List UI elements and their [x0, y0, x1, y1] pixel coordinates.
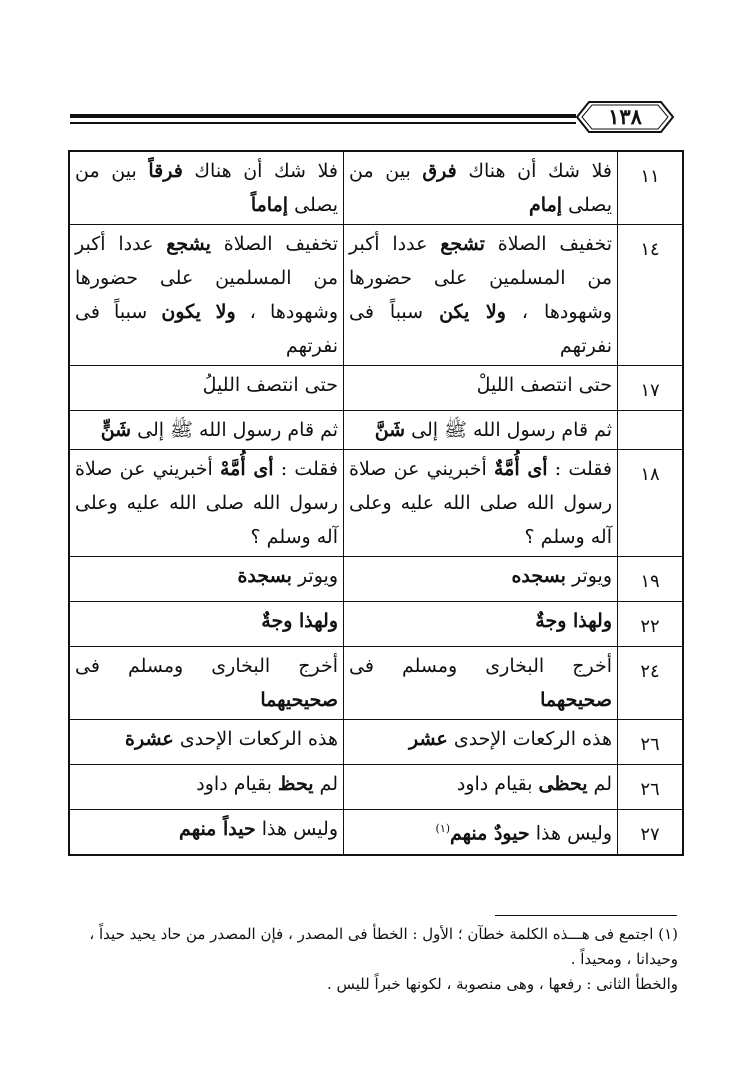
page-number-frame: [575, 100, 675, 134]
original-text-cell: [344, 557, 618, 602]
bold-word: شَنٍّ: [100, 419, 132, 441]
footnote-line-1: (١) اجتمع فى هـــذه الكلمة خطآن ؛ الأول : الخطأ فى المصدر ، فإن المصدر من حاد يحيد حيداً ، وحيدانا ، ومحيداً .: [89, 925, 678, 968]
text-run: تخفيف الصلاة: [484, 233, 612, 255]
text-run: هذه الركعات الإحدى: [447, 728, 612, 750]
line-number-cell: ٢٧: [618, 810, 684, 856]
original-text-cell: [344, 602, 618, 647]
bold-word: فرقاً: [148, 160, 183, 182]
text-run: فلا شك أن هناك: [182, 160, 338, 182]
bold-word: إمام: [529, 194, 563, 216]
original-text-cell: [344, 450, 618, 557]
line-number-cell: ١٩: [618, 557, 684, 602]
text-run: عددا أكبر من المسلمين على حضورها وشهودها ،: [349, 233, 612, 323]
text-run: أخبريني عن صلاة رسول الله صلى الله عليه وعلى آله وسلم ؟: [75, 458, 338, 548]
footnote-line-2: والخطأ الثانى : رفعها ، وهى منصوبة ، لكونها خبراً لليس .: [326, 975, 678, 993]
table-row: [69, 602, 683, 647]
text-run: بقيام داود: [456, 773, 539, 795]
text-run: بقيام داود: [196, 773, 278, 795]
text-run: أخرج البخارى ومسلم فى: [349, 655, 612, 677]
corrected-text-cell: [69, 602, 344, 647]
bold-word: صحيحهما: [540, 689, 612, 711]
text-run: بين من يصلى: [349, 160, 612, 216]
table-row: [69, 151, 683, 225]
bold-word: يشجع: [166, 233, 211, 255]
text-run: لم: [587, 773, 612, 795]
bold-word: يحظى: [538, 773, 588, 795]
bold-word: ولهذا وجةٌ: [535, 610, 612, 632]
footnote-rule: [495, 915, 677, 916]
bold-word: فرق: [422, 160, 457, 182]
table-row: [69, 411, 683, 450]
corrected-text-cell: [69, 450, 344, 557]
bold-word: حيودٌ منهم: [450, 822, 530, 845]
corrected-text-cell: [69, 720, 344, 765]
bold-word: عشرة: [125, 728, 174, 750]
table-row: [69, 765, 683, 810]
corrected-text-cell: [69, 151, 344, 225]
text-run: بين من يصلى: [75, 160, 338, 216]
text-run: لم: [313, 773, 338, 795]
line-number-cell: ١٨: [618, 450, 684, 557]
table-row: [69, 720, 683, 765]
bold-word: شَنَّ: [374, 419, 406, 441]
header-rule-thin: [70, 122, 576, 124]
text-run: وليس هذا: [255, 818, 338, 840]
table-row: [69, 225, 683, 366]
text-run: أخرج البخارى ومسلم فى: [75, 655, 338, 677]
corrections-table: [68, 150, 684, 856]
text-run: فقلت :: [547, 458, 612, 480]
bold-word: إماماً: [250, 194, 289, 216]
table-row: [69, 450, 683, 557]
text-run: فقلت :: [273, 458, 338, 480]
text-run: ثم قام رسول الله ﷺ إلى: [131, 419, 338, 441]
text-run: ويوتر: [565, 565, 612, 587]
text-run: سبباً فى نفرتهم: [75, 301, 338, 357]
bold-word: ولهذا وجةٌ: [261, 610, 338, 632]
corrected-text-cell: [69, 557, 344, 602]
table-row: [69, 810, 683, 856]
text-run: أخبريني عن صلاة رسول الله صلى الله عليه وعلى آله وسلم ؟: [349, 458, 612, 548]
table-row: [69, 647, 683, 720]
corrected-text-cell: [69, 411, 344, 450]
header-rule-thick: [70, 114, 576, 118]
line-number-cell: [618, 411, 684, 450]
line-number-cell: ٢٢: [618, 602, 684, 647]
text-run: فلا شك أن هناك: [456, 160, 612, 182]
original-text-cell: [344, 225, 618, 366]
text-run: ويوتر: [291, 565, 338, 587]
original-text-cell: [344, 810, 618, 856]
line-number-cell: ٢٦: [618, 765, 684, 810]
text-run: وليس هذا: [529, 822, 612, 845]
bold-word: تشجع: [440, 233, 485, 255]
corrected-text-cell: [69, 225, 344, 366]
page-number: ١٣٨: [608, 104, 642, 129]
bold-word: يحظ: [277, 773, 314, 795]
original-text-cell: [344, 765, 618, 810]
line-number-cell: ١٤: [618, 225, 684, 366]
line-number-cell: ١٧: [618, 366, 684, 411]
bold-word: ولا يكون: [161, 301, 236, 323]
bold-word: بسجدة: [237, 565, 292, 587]
corrected-text-cell: [69, 765, 344, 810]
text-run: حتى انتصف الليلُ: [202, 374, 338, 396]
table-row: [69, 366, 683, 411]
bold-word: أى أُمَّهْ: [219, 458, 274, 480]
corrected-text-cell: [69, 366, 344, 411]
bold-word: عشر: [409, 728, 448, 750]
original-text-cell: [344, 366, 618, 411]
text-run: عددا أكبر من المسلمين على حضورها وشهودها ،: [75, 233, 338, 323]
table-row: [69, 557, 683, 602]
original-text-cell: [344, 411, 618, 450]
line-number-cell: ٢٤: [618, 647, 684, 720]
original-text-cell: [344, 720, 618, 765]
corrected-text-cell: [69, 647, 344, 720]
line-number-cell: ١١: [618, 151, 684, 225]
text-run: ثم قام رسول الله ﷺ إلى: [405, 419, 612, 441]
bold-word: صحيحيهما: [260, 689, 338, 711]
text-run: سبباً فى نفرتهم: [349, 301, 612, 357]
text-run: تخفيف الصلاة: [210, 233, 338, 255]
bold-word: حيداً منهم: [179, 818, 256, 840]
text-run: هذه الركعات الإحدى: [173, 728, 338, 750]
corrected-text-cell: [69, 810, 344, 856]
footnote-marker: (١): [435, 822, 451, 835]
bold-word: بسجده: [511, 565, 566, 587]
bold-word: أى أُمَّةٌ: [493, 458, 548, 480]
original-text-cell: [344, 151, 618, 225]
footnote: [72, 922, 678, 997]
line-number-cell: ٢٦: [618, 720, 684, 765]
text-run: حتى انتصف الليلْ: [476, 374, 612, 396]
bold-word: ولا يكن: [439, 301, 506, 323]
original-text-cell: [344, 647, 618, 720]
